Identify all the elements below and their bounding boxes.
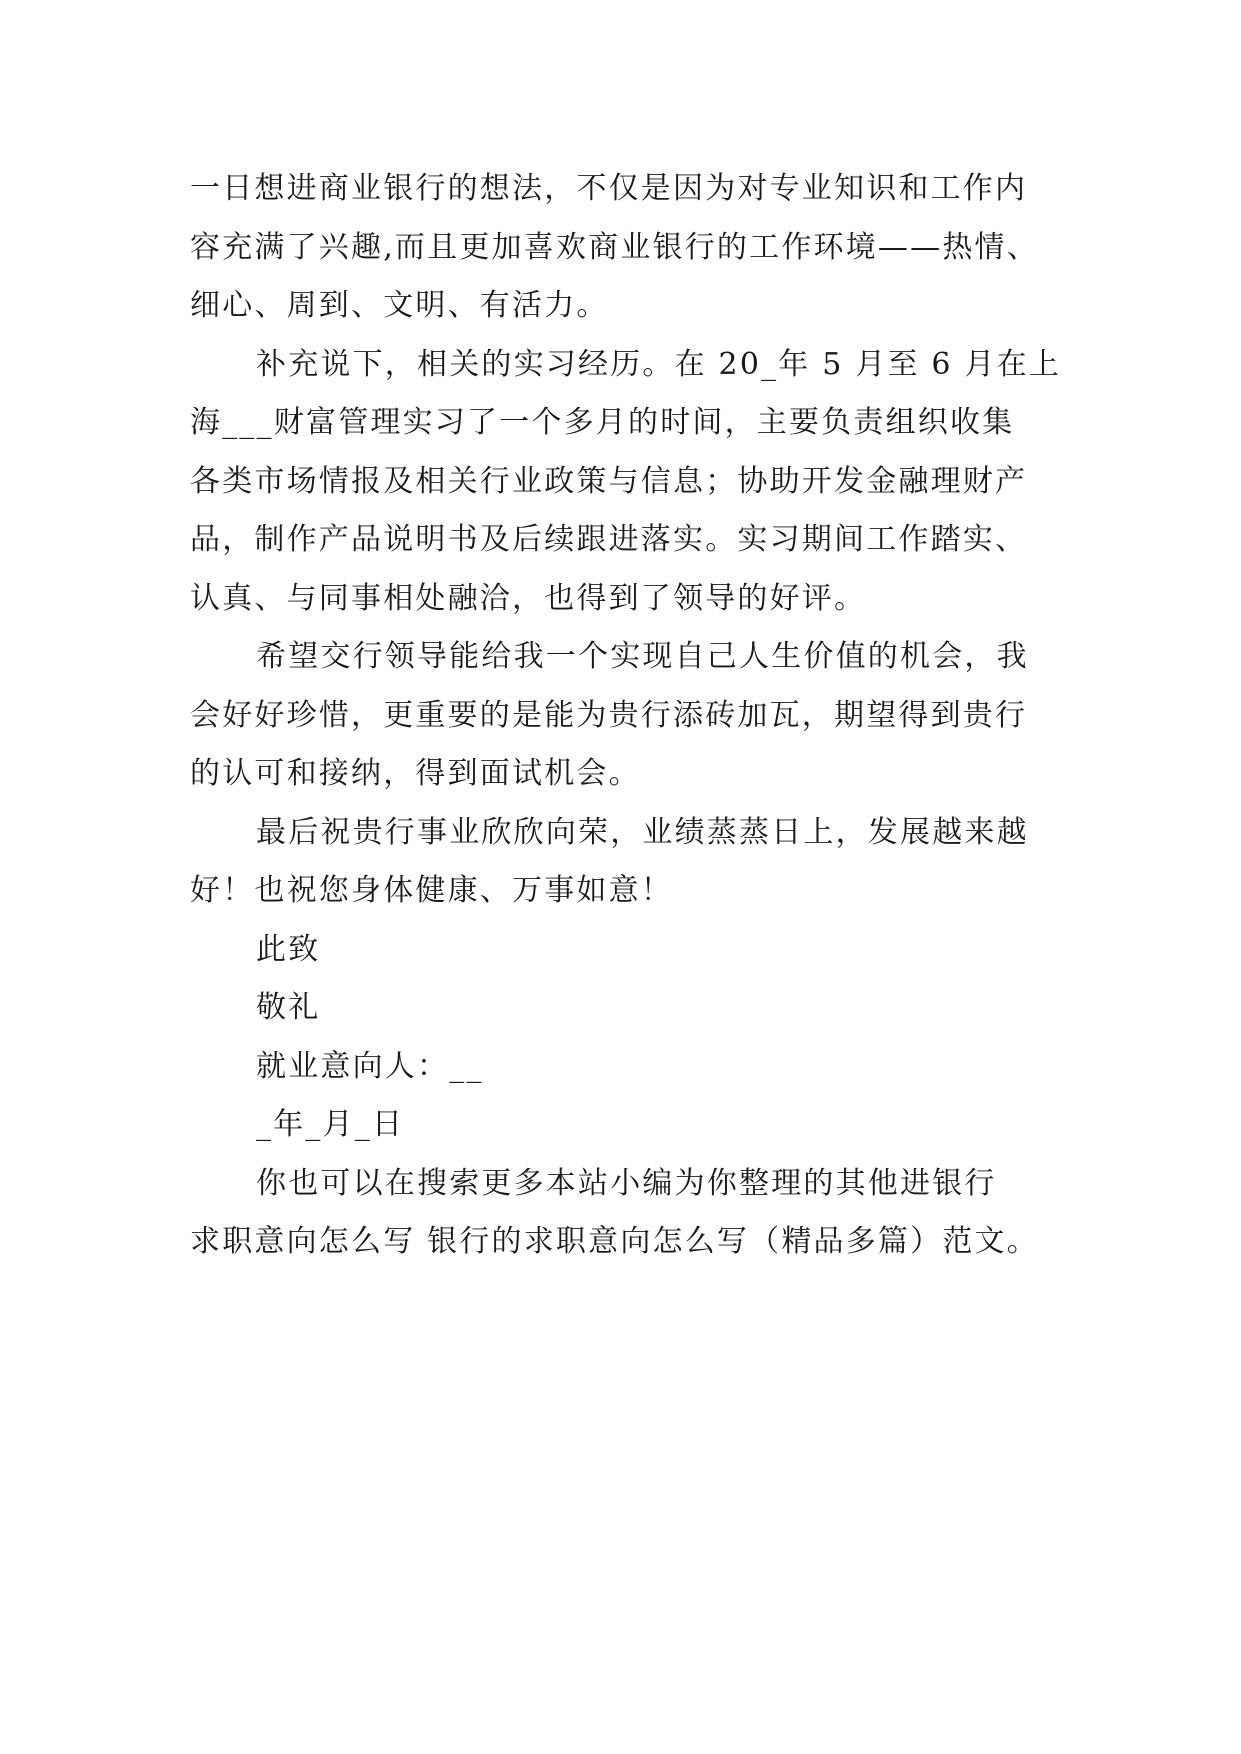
text-line-11: 的认可和接纳，得到面试机会。 [190,756,641,791]
text-line-4: 补充说下，相关的实习经历。在 20_年 5 月至 6 月在上 [256,346,1062,382]
text-line-8: 认真、与同事相处融洽，也得到了领导的好评。 [190,580,867,616]
closing-regards: 敬礼 [256,990,321,1025]
text-line-1: 一日想进商业银行的想法，不仅是因为对专业知识和工作内 [190,171,1028,206]
text-line-9: 希望交行领导能给我一个实现自己人生价值的机会，我 [256,639,1029,674]
text-line-13: 好！也祝您身体健康、万事如意！ [190,873,673,908]
text-line-2: 容充满了兴趣,而且更加喜欢商业银行的工作环境——热情、 [190,229,1039,265]
text-line-3: 细心、周到、文明、有活力。 [190,288,609,323]
text-line-6: 各类市场情报及相关行业政策与信息；协助开发金融理财产 [190,463,1028,499]
text-line-18: 你也可以在搜索更多本站小编为你整理的其他进银行 [256,1165,997,1201]
text-line-10: 会好好珍惜，更重要的是能为贵行添砖加瓦，期望得到贵行 [190,697,1028,733]
closing-salutation: 此致 [256,931,321,967]
date-line: _年_月_日 [256,1107,405,1142]
document-body [190,160,1090,1272]
signature-line: 就业意向人：__ [256,1048,484,1084]
text-line-12: 最后祝贵行事业欣欣向荣，业绩蒸蒸日上，发展越来越 [256,814,1029,850]
text-line-5: 海___财富管理实习了一个多月的时间，主要负责组织收集 [190,405,1015,440]
text-line-7: 品，制作产品说明书及后续跟进落实。实习期间工作踏实、 [190,522,1028,557]
text-line-19: 求职意向怎么写 银行的求职意向怎么写（精品多篇）范文。 [190,1224,1039,1259]
